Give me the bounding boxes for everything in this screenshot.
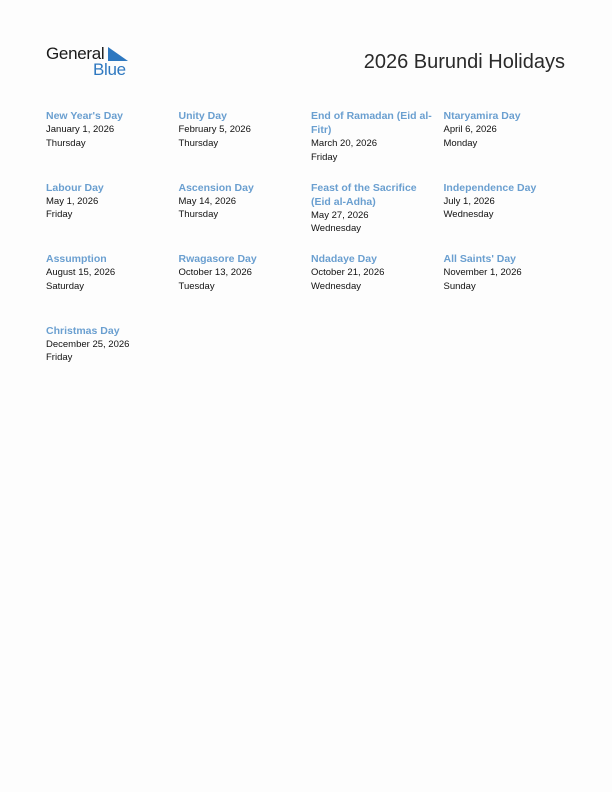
- holiday-name: Ntaryamira Day: [443, 110, 521, 122]
- holiday-item: [311, 252, 444, 324]
- holiday-item: [311, 109, 444, 181]
- holiday-name: End of Ramadan (Eid al-Fitr): [311, 110, 432, 136]
- holiday-name: Rwagasore Day: [178, 253, 257, 265]
- holiday-weekday: Friday: [311, 151, 338, 163]
- holiday-item: [444, 252, 577, 324]
- holiday-weekday: Monday: [443, 137, 478, 149]
- holiday-date: April 6, 2026: [443, 124, 497, 135]
- holiday-date: January 1, 2026: [46, 124, 115, 135]
- holiday-date: October 13, 2026: [178, 267, 252, 278]
- holiday-date: August 15, 2026: [46, 267, 116, 278]
- holiday-grid: [46, 109, 576, 395]
- logo-word-blue: Blue: [93, 60, 126, 79]
- holiday-name: Independence Day: [443, 181, 537, 194]
- holiday-name: All Saints' Day: [443, 253, 517, 265]
- holiday-weekday: Friday: [46, 209, 73, 220]
- holiday-date: July 1, 2026: [443, 195, 495, 207]
- holiday-item: [179, 181, 312, 253]
- holiday-name: Labour Day: [46, 181, 104, 194]
- holiday-weekday: Wednesday: [443, 209, 494, 220]
- holiday-date: March 20, 2026: [311, 138, 378, 149]
- holiday-weekday: Thursday: [46, 137, 86, 149]
- holiday-weekday: Sunday: [443, 280, 476, 292]
- holiday-name: New Year's Day: [46, 110, 124, 122]
- holiday-item: [179, 109, 312, 181]
- holiday-name: Feast of the Sacrifice (Eid al-Adha): [311, 181, 417, 208]
- holiday-name: Assumption: [46, 253, 107, 265]
- holiday-date: November 1, 2026: [443, 267, 522, 278]
- holiday-date: May 14, 2026: [178, 195, 237, 207]
- logo-word-general: General: [46, 44, 105, 63]
- holiday-weekday: Wednesday: [311, 223, 361, 234]
- holiday-weekday: Saturday: [46, 280, 85, 292]
- holiday-item: [46, 252, 179, 324]
- holiday-item: [179, 252, 312, 324]
- holiday-date: October 21, 2026: [311, 267, 385, 278]
- holiday-item: [311, 181, 444, 253]
- holiday-name: Ascension Day: [178, 181, 254, 194]
- holiday-date: December 25, 2026: [46, 338, 130, 350]
- page-title: 2026 Burundi Holidays: [363, 51, 565, 73]
- holiday-date: May 1, 2026: [46, 195, 99, 207]
- holiday-date: May 27, 2026: [311, 209, 369, 221]
- brand-logo: [46, 44, 136, 80]
- holiday-weekday: Wednesday: [311, 280, 361, 292]
- holiday-name: Christmas Day: [46, 324, 120, 337]
- holiday-date: February 5, 2026: [178, 124, 251, 135]
- logo-triangle-icon: [108, 47, 128, 61]
- holiday-item: [46, 181, 179, 253]
- holiday-item: [46, 109, 179, 181]
- holiday-item: [444, 181, 577, 253]
- holiday-name: Unity Day: [178, 110, 227, 122]
- holiday-name: Ndadaye Day: [311, 253, 377, 265]
- holiday-weekday: Friday: [46, 352, 73, 363]
- holiday-weekday: Thursday: [178, 209, 219, 220]
- holiday-item: [444, 109, 577, 181]
- holiday-weekday: Tuesday: [178, 280, 215, 292]
- holiday-item: [46, 324, 179, 396]
- holiday-weekday: Thursday: [178, 137, 219, 149]
